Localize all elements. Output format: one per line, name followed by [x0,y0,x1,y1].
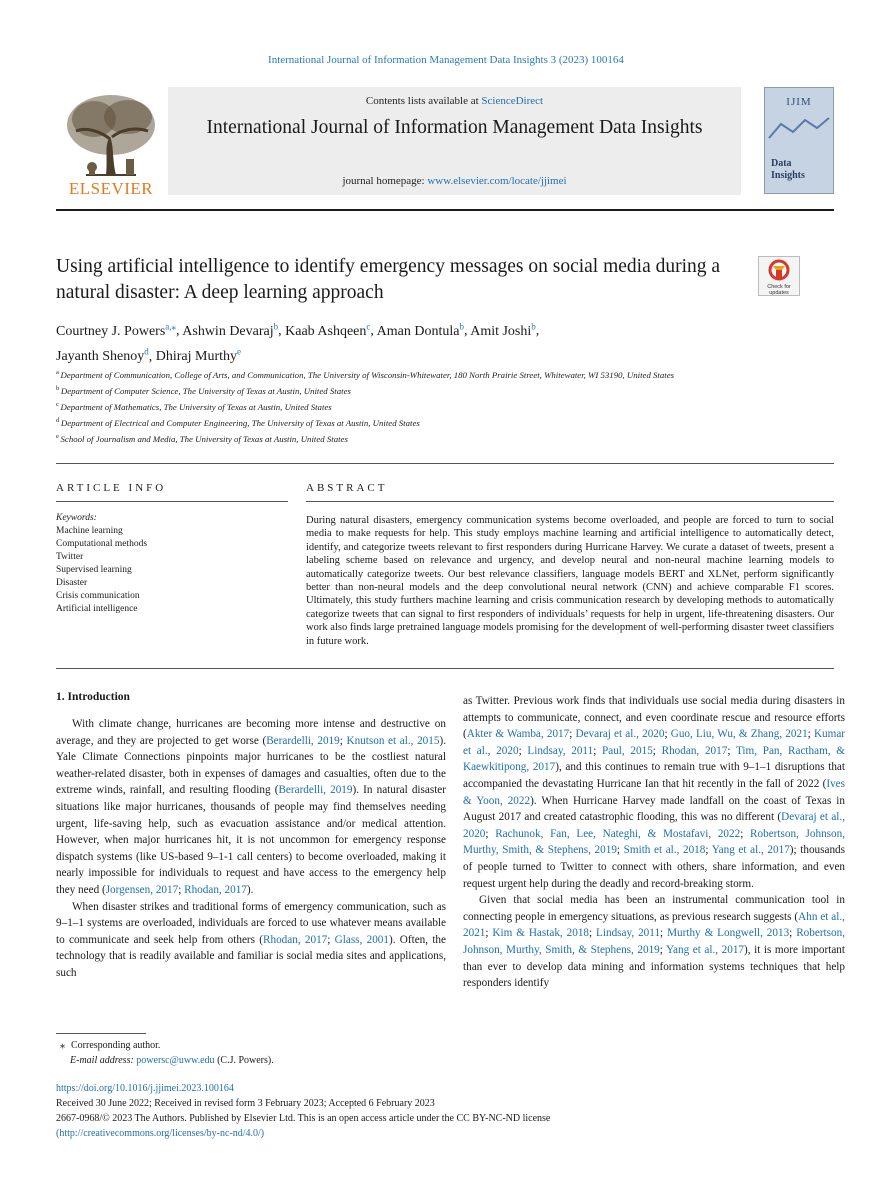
keyword-item: Disaster [56,578,88,588]
journal-cover-thumbnail[interactable] [764,87,834,194]
footnote-marker: ⁎ [60,1040,65,1051]
keywords-label: Keywords: [56,513,97,523]
masthead-banner [168,87,741,195]
author[interactable] [56,321,177,339]
keyword-item: Twitter [56,552,84,562]
author-list: Courtney J. Powers$^{a,⁎}$, Ashwin Devaraj$^b$, Kaab Ashqeen$^c$, Aman Dontula$^b$, Amit Joshi$^b$, Jayanth Shenoy$^d$, Dhiraj Murthy$^e$ [56,321,540,365]
corresponding-author-note: ⁎ Corresponding author. [60,1040,161,1051]
author-affiliation-mark[interactable]: c [366,321,371,331]
journal-homepage: journal homepage: www.elsevier.com/locate/jjimei [342,175,567,187]
body-text: When disaster strikes and traditional forms of emergency communication, such as 9–1–1 systems are overloaded, individuals are forced to use whatever means available to communicate and seek help from others ( [56,900,446,946]
citation-link[interactable]: Rachunok, Fan, Lee, Nateghi, & Mostafavi, 2022 [495,827,741,840]
author[interactable] [56,346,149,365]
author[interactable] [182,321,279,339]
keyword-item: Crisis communication [56,591,140,601]
affiliation-text: Department of Mathematics, The University of Texas at Austin, United States [60,401,332,412]
citation-link[interactable]: Devaraj et al., 2020 [575,728,665,741]
license-link[interactable]: (http://creativecommons.org/licenses/by-nc-nd/4.0/) [56,1128,265,1139]
author[interactable] [155,346,242,365]
license-statement: 2667-0968/© 2023 The Authors. Published by Elsevier Ltd. This is an open access article under the CC BY-NC-ND license [56,1113,551,1124]
body-paragraph [56,899,446,982]
body-text: ; [485,927,493,940]
body-text: ; [664,728,671,741]
citation-link[interactable]: Murthy & Longwell, 2013 [667,927,790,940]
affiliation-item [56,366,756,382]
citation-link[interactable]: Smith et al., 2018 [623,844,706,857]
body-paragraph [56,716,446,899]
body-text: ; [616,844,624,857]
body-text: Given that social media has been an instrumental communication tool in connecting people in emergency situations, as previous research suggests ( [463,894,845,923]
affiliation-item [56,398,756,414]
citation-link[interactable]: Tim, Pan, Ractham, & Kaewkitipong, 2017 [463,744,845,774]
author-name: Dhiraj Murthy [155,349,238,365]
body-text: ; [789,927,797,940]
body-text: ). In natural disaster situations like major hurricanes, thousands of people may find themselves needing urgent, life-saving help, such as evacuation assistance and/or medical attention. However, when major hurricanes hit, it is not uncommon for emergency response dispatch systems (like US-based 9–1-1 call centers) to become overloaded, making it nearly impossible for individuals to request and have access to the emergency help they need ( [56,784,447,896]
author-name: Jayanth Shenoy [56,349,145,365]
citation-link[interactable]: Glass, 2001 [334,933,389,946]
affiliation-item [56,414,756,430]
citation-link[interactable]: Knutson et al., 2015 [346,734,440,747]
citation-link[interactable]: Ahn et al., 2021 [463,910,845,940]
footnote [56,1039,556,1068]
author-affiliation-mark[interactable]: a,⁎ [165,321,177,331]
section-heading-introduction: 1. Introduction [56,691,130,703]
citation-link[interactable]: Ives & Yoon, 2022 [463,777,845,807]
doi-link[interactable]: https://doi.org/10.1016/j.jjimei.2023.100164 [56,1083,234,1094]
citation-link[interactable]: Lindsay, 2011 [527,744,594,757]
elsevier-logo[interactable] [56,87,166,204]
citation-link[interactable]: Kumar et al., 2020 [463,728,846,757]
body-text: ; [593,744,603,757]
author[interactable] [285,321,371,339]
affiliations [56,366,756,446]
body-text: ; [652,744,662,757]
body-text: ; [178,883,185,896]
masthead-rule [56,209,834,211]
body-column-left [56,716,446,982]
keywords-block [56,512,286,616]
author-name: Courtney J. Powers [56,323,166,339]
article-title: Using artificial intelligence to identify emergency messages on social media during a natural disaster: A deep learning approach [56,256,721,303]
cover-title: IJIM [786,96,812,108]
body-text: With climate change, hurricanes are becoming more intense and destructive on average, and they are projected to get worse ( [56,718,446,747]
keyword-item: Supervised learning [56,565,132,575]
body-text: ; [518,744,528,757]
body-text: ; [327,933,335,946]
citation-link[interactable]: Kim & Hastak, 2018 [492,927,590,940]
author-name: Kaab Ashqeen [285,323,367,339]
citation-link[interactable]: Yang et al., 2017 [666,943,745,956]
body-text: ); thousands of people turned to Twitter to connect with others, share information, and even request urgent help during the deadly and record-breaking storm. [463,844,846,890]
citation-link[interactable]: Berardelli, 2019 [266,734,340,747]
body-text: ; [339,734,347,747]
citation-link[interactable]: Lindsay, 2011 [596,927,661,940]
cover-subtitle-2: Insights [771,170,805,181]
citation-link[interactable]: Jorgensen, 2017 [105,883,179,896]
body-text: ), it is more important than ever to develop data mining and information systems techniques that help responders identify [463,943,845,990]
citation-link[interactable]: Devaraj et al., 2020 [463,811,845,840]
author-affiliation-mark[interactable]: e [237,346,242,357]
abstract-text: During natural disasters, emergency communication systems become overloaded, and people are forced to turn to social media to make requests for help. This study employs machine learning and artificial intelligence to automatically detect, identify, and categorize tweets relevant to first responders during Hurricane Harvey. We curate a dataset of tweets, present a labeling scheme based on relevance and urgency, and develop neural and non-neural machine learning models to automatically categorize tweets. Our best relevance classifiers, language models BERT and XLNet, perform significantly better than non-neural models and the deep convolutional neural network (CNN) and achieve comparable F1 scores. Ultimately, this study furthers machine learning and crisis communication research by developing methods to automatically categorize tweets that can signal to first responders of individuals’ requests for help in urgent, life-threatening disasters. Our work also finds large pretrained language models promising for the development of well-performing disaster tweet classifiers in future work. [306,515,834,647]
citation-link[interactable]: Rhodan, 2017 [263,933,328,946]
author-affiliation-mark[interactable]: b [273,321,279,331]
author-name: Aman Dontula [376,323,460,339]
affiliation-text: Department of Electrical and Computer Engineering, The University of Texas at Austin, United States [60,417,420,428]
keyword-item: Machine learning [56,526,123,536]
article-info-rule [56,501,288,502]
citation-link[interactable]: Berardelli, 2019 [278,784,353,797]
body-text: ; [485,827,496,840]
body-text: ). When Hurricane Harvey made landfall on the coast of Texas in August 2017 and created catastrophic flooding, this was no different ( [463,794,846,824]
body-text: ; [705,844,712,857]
affiliation-text: School of Journalism and Media, The University of Texas at Austin, United States [60,433,348,444]
journal-masthead [56,87,834,204]
body-text: as Twitter. Previous work finds that individuals use social media during disasters in attempts to communicate, connect, and even coordinate rescue and resource efforts ( [463,695,845,741]
article-metadata [56,1081,836,1141]
citation-link[interactable]: Guo, Liu, Wu, & Zhang, 2021 [670,728,808,741]
body-paragraph [463,693,845,892]
keyword-item: Computational methods [56,539,148,549]
abstract-heading: ABSTRACT [306,482,388,494]
body-text: ), and this continues to remain true with 9–1–1 disruptions that accompanied the devastating Hurricane Ian that hit recently in the fall of 2022 ( [463,761,845,790]
body-text: ). Yale Climate Connections pinpoints major hurricanes to be the costliest natural weather-related disaster, both in expenses of damages and casualties, often due to the extreme winds, rainfall, and resulting flooding ( [56,734,446,797]
body-text: ; [660,927,668,940]
journal-homepage-link[interactable]: www.elsevier.com/locate/jjimei [427,175,567,187]
author-email-link[interactable]: powersc@uww.edu [136,1054,215,1066]
author-name: Amit Joshi [470,323,532,339]
affiliations-rule [56,463,834,464]
email-note: E-mail address: powersc@uww.edu (C.J. Powers). [70,1054,274,1066]
author-affiliation-mark[interactable]: b [531,321,536,331]
running-head[interactable]: International Journal of Information Management Data Insights 3 (2023) 100164 [268,54,624,66]
affiliation-label: c [56,400,61,408]
article-info-heading: ARTICLE INFO [56,482,167,494]
keywords-list [56,525,286,616]
cover-graphic-icon [765,114,833,144]
author-affiliation-mark[interactable]: d [144,346,149,357]
author-affiliation-mark[interactable]: b [459,321,464,331]
body-paragraph [463,892,845,992]
body-text: ; [740,827,751,840]
body-text: ; [659,943,667,956]
crossmark-badge[interactable] [758,256,800,296]
affiliation-text: Department of Computer Science, The University of Texas at Austin, United States [60,385,351,396]
affiliation-label: b [56,384,61,392]
author[interactable] [376,321,464,339]
citation-link[interactable]: Rhodan, 2017 [661,744,728,757]
citation-link[interactable]: Robertson, Johnson, Murthy, Smith, & Stephens, 2019 [463,927,845,956]
affiliation-item [56,382,756,398]
affiliation-item [56,430,756,446]
body-text: ; [589,927,597,940]
body-text: ). [246,883,254,896]
abstract-end-rule [56,668,834,669]
author[interactable] [470,321,536,339]
contents-line: Contents lists available at ScienceDirect [365,95,544,107]
keyword-item: Artificial intelligence [56,604,138,614]
citation-link[interactable]: Yang et al., 2017 [711,844,790,857]
citation-link[interactable]: Akter & Wamba, 2017 [466,728,570,741]
body-text: ; [807,728,814,741]
journal-name: International Journal of Information Management Data Insights [206,117,703,138]
citation-link[interactable]: Rhodan, 2017 [184,883,247,896]
abstract-rule [306,501,834,502]
footnote-rule [56,1033,146,1034]
sciencedirect-link[interactable]: ScienceDirect [481,95,544,107]
body-column-right [463,693,845,992]
cover-subtitle-1: Data [771,158,792,169]
author-name: Ashwin Devaraj [182,323,274,339]
affiliation-label: e [56,432,61,440]
affiliation-label: d [56,416,61,424]
publisher-logo-text: ELSEVIER [68,179,154,198]
citation-link[interactable]: Robertson, Johnson, Murthy, Smith, & Stephens, 2019 [463,827,846,857]
affiliation-label: a [56,369,61,376]
article-dates: Received 30 June 2022; Received in revised form 3 February 2023; Accepted 6 February 2023 [56,1098,435,1109]
body-text: ; [727,744,736,757]
crossmark-label: Check for updates [767,284,791,296]
affiliation-text: Department of Communication, College of Arts, and Communication, The University of Wisconsin-Whitewater, 180 North Prairie Street, Whitewater, WI 53190, United States [60,369,675,380]
body-text: ; [569,728,576,741]
body-text: ). Often, the technology that is readily available and familiar is social media sites and applications, such [56,933,446,979]
citation-link[interactable]: Paul, 2015 [602,744,653,757]
